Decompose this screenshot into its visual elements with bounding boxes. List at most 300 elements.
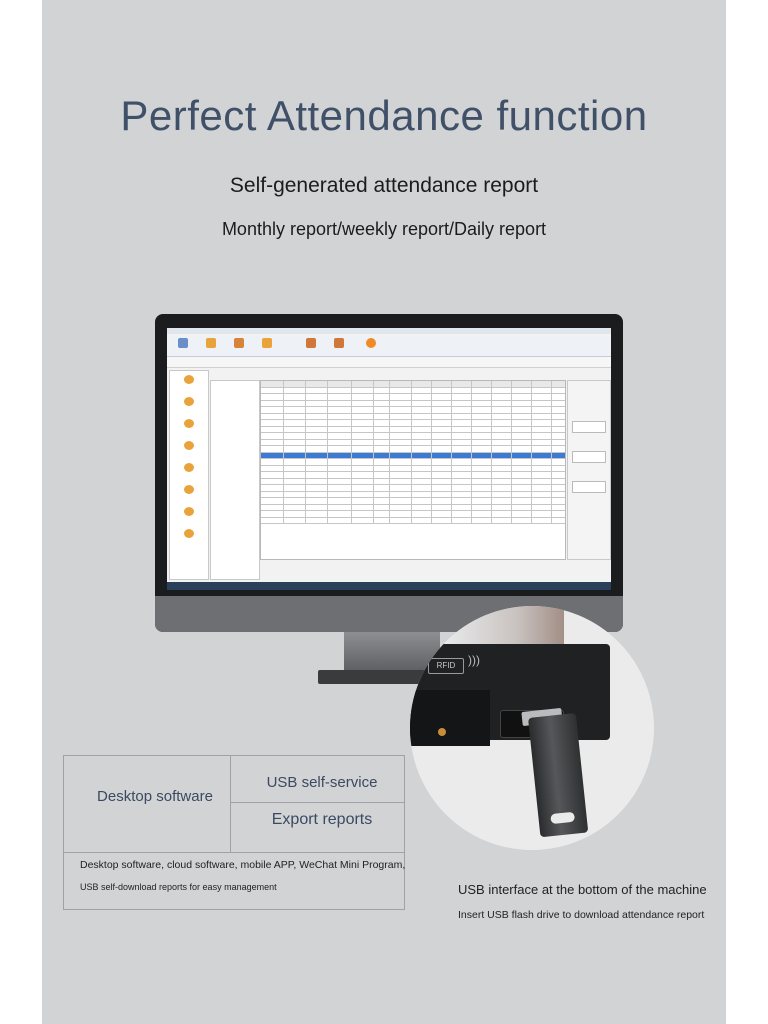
grid-cell [471,466,472,472]
grid-cell [351,394,352,400]
grid-cell [389,446,390,452]
sidebar-item [170,373,208,393]
grid-cell [511,518,512,524]
grid-cell [531,401,532,407]
grid-cell [511,388,512,394]
app-toolbar [167,336,611,357]
grid-cell [511,394,512,400]
grid-cell [305,433,306,439]
grid-cell [305,505,306,511]
grid-cell [411,492,412,498]
grid-cell [471,479,472,485]
grid-cell [511,459,512,465]
grid-cell [511,485,512,491]
grid-cell [491,518,492,524]
grid-cell [491,427,492,433]
attendance-data-grid [260,380,566,560]
grid-cell [411,394,412,400]
grid-cell [531,394,532,400]
grid-cell [551,492,552,498]
grid-cell [451,459,452,465]
grid-cell [327,459,328,465]
screw-icon [438,728,446,736]
grid-cell [373,440,374,446]
grid-cell [411,414,412,420]
table-divider [230,802,404,803]
grid-cell [351,485,352,491]
grid-cell [389,433,390,439]
grid-cell [451,492,452,498]
grid-cell [511,414,512,420]
grid-cell [373,492,374,498]
sidebar-item [170,527,208,547]
grid-cell [411,505,412,511]
grid-cell [327,407,328,413]
grid-cell [551,388,552,394]
grid-cell [389,505,390,511]
grid-cell [551,479,552,485]
grid-cell [491,472,492,478]
grid-cell [551,466,552,472]
grid-cell [431,466,432,472]
page-subtitle: Self-generated attendance report [229,174,539,197]
grid-cell [431,414,432,420]
grid-cell [373,420,374,426]
grid-cell [373,446,374,452]
grid-cell [471,414,472,420]
grid-cell [327,453,328,459]
grid-cell [531,414,532,420]
grid-cell [373,479,374,485]
grid-cell [389,511,390,517]
grid-cell [351,433,352,439]
grid-cell [305,394,306,400]
grid-cell [305,414,306,420]
grid-cell [551,459,552,465]
grid-cell [373,453,374,459]
grid-cell [327,518,328,524]
usb-download-text: USB self-download reports for easy management [80,882,277,892]
grid-cell [471,401,472,407]
grid-cell [389,492,390,498]
grid-cell [327,498,328,504]
grid-cell [305,518,306,524]
grid-cell [431,518,432,524]
grid-cell [373,459,374,465]
grid-cell [491,479,492,485]
grid-cell [511,433,512,439]
grid-cell [283,453,284,459]
grid-cell [327,511,328,517]
grid-cell [431,381,432,387]
attendance-software-screen [167,328,611,590]
table-divider [64,852,404,853]
grid-cell [431,427,432,433]
grid-cell [531,479,532,485]
grid-cell [491,414,492,420]
grid-cell [531,466,532,472]
grid-cell [491,492,492,498]
grid-cell [373,388,374,394]
grid-cell [471,472,472,478]
grid-cell [511,479,512,485]
grid-cell [351,498,352,504]
grid-cell [327,466,328,472]
grid-cell [491,466,492,472]
grid-cell [531,427,532,433]
os-taskbar [167,582,611,590]
attendance-device-side [410,690,490,746]
grid-cell [283,433,284,439]
grid-cell [531,381,532,387]
grid-cell [389,381,390,387]
grid-cell [531,485,532,491]
grid-cell [283,388,284,394]
grid-cell [305,479,306,485]
grid-cell [389,401,390,407]
toolbar-button [327,338,351,354]
app-titlebar [167,328,611,334]
grid-cell [531,407,532,413]
app-right-panel [567,380,611,560]
grid-cell [389,427,390,433]
grid-cell [431,433,432,439]
grid-cell [351,492,352,498]
grid-cell [431,440,432,446]
grid-cell [431,446,432,452]
grid-cell [305,498,306,504]
grid-cell [551,511,552,517]
grid-cell [471,407,472,413]
filter-bar [210,370,560,378]
grid-cell [283,511,284,517]
grid-cell [411,511,412,517]
rfid-waves-icon: ))) [468,653,480,667]
grid-cell [511,420,512,426]
grid-cell [431,407,432,413]
grid-cell [305,453,306,459]
grid-cell [531,505,532,511]
right-panel-field [572,481,606,493]
grid-cell [283,407,284,413]
grid-cell [551,420,552,426]
grid-cell [551,498,552,504]
grid-cell [411,407,412,413]
software-platforms-text: Desktop software, cloud software, mobile APP, WeChat Mini Program, [80,859,406,871]
grid-cell [471,394,472,400]
app-secondary-toolbar [167,357,611,368]
grid-cell [351,388,352,394]
toolbar-button [171,338,195,354]
toolbar-button [255,338,279,354]
grid-cell [491,388,492,394]
grid-cell [327,446,328,452]
sidebar-item [170,439,208,459]
grid-cell [305,466,306,472]
grid-cell [351,381,352,387]
grid-cell [551,518,552,524]
grid-cell [451,420,452,426]
grid-cell [283,440,284,446]
grid-cell [431,459,432,465]
grid-cell [411,453,412,459]
grid-cell [551,394,552,400]
grid-cell [471,505,472,511]
grid-cell [491,440,492,446]
grid-cell [327,414,328,420]
grid-cell [531,511,532,517]
grid-cell [511,498,512,504]
grid-cell [511,407,512,413]
grid-cell [389,479,390,485]
sidebar-item [170,505,208,525]
grid-cell [305,401,306,407]
grid-cell [305,427,306,433]
grid-cell [373,407,374,413]
grid-cell [389,466,390,472]
grid-cell [305,420,306,426]
usb-zoom-circle [410,606,654,850]
grid-cell [389,472,390,478]
usb-caption-title: USB interface at the bottom of the machine [458,882,707,897]
grid-cell [551,427,552,433]
grid-cell [531,472,532,478]
grid-cell [471,511,472,517]
toolbar-button [359,338,383,354]
grid-cell [551,485,552,491]
grid-cell [389,407,390,413]
grid-row [261,518,565,525]
grid-cell [451,453,452,459]
grid-cell [551,407,552,413]
grid-cell [451,388,452,394]
grid-cell [491,446,492,452]
grid-cell [451,381,452,387]
grid-cell [283,459,284,465]
page-title: Perfect Attendance function [120,92,648,139]
grid-cell [373,472,374,478]
grid-cell [431,453,432,459]
grid-cell [431,420,432,426]
grid-cell [389,518,390,524]
grid-cell [351,505,352,511]
grid-cell [351,407,352,413]
grid-cell [531,420,532,426]
grid-cell [451,427,452,433]
grid-cell [305,472,306,478]
grid-cell [305,492,306,498]
grid-cell [451,433,452,439]
grid-cell [283,420,284,426]
grid-cell [283,427,284,433]
grid-cell [351,414,352,420]
grid-cell [389,414,390,420]
grid-cell [551,446,552,452]
grid-cell [471,420,472,426]
grid-cell [551,433,552,439]
sidebar-item [170,483,208,503]
grid-cell [451,440,452,446]
grid-cell [431,479,432,485]
grid-cell [431,498,432,504]
grid-cell [491,505,492,511]
grid-cell [351,427,352,433]
rfid-label: RFID [428,658,464,674]
grid-cell [531,446,532,452]
grid-cell [471,518,472,524]
grid-cell [531,492,532,498]
grid-cell [511,453,512,459]
grid-cell [511,401,512,407]
grid-cell [389,440,390,446]
grid-cell [305,511,306,517]
grid-cell [283,394,284,400]
grid-cell [283,492,284,498]
grid-cell [411,485,412,491]
grid-cell [471,440,472,446]
grid-cell [305,446,306,452]
grid-cell [471,453,472,459]
grid-cell [327,472,328,478]
grid-cell [471,427,472,433]
grid-cell [471,498,472,504]
grid-cell [351,446,352,452]
grid-cell [471,446,472,452]
grid-cell [471,485,472,491]
grid-cell [411,518,412,524]
grid-cell [283,401,284,407]
grid-cell [283,479,284,485]
grid-cell [305,459,306,465]
grid-cell [283,472,284,478]
grid-cell [389,388,390,394]
usb-lanyard-hole [550,812,575,824]
grid-cell [351,511,352,517]
grid-cell [491,433,492,439]
grid-cell [451,394,452,400]
grid-cell [531,453,532,459]
sidebar-item [170,395,208,415]
right-panel-field [572,421,606,433]
grid-cell [511,427,512,433]
grid-cell [551,381,552,387]
report-types-line: Monthly report/weekly report/Daily report [221,219,547,239]
grid-cell [305,440,306,446]
grid-cell [327,440,328,446]
grid-cell [327,381,328,387]
grid-cell [551,414,552,420]
grid-cell [411,381,412,387]
grid-cell [431,485,432,491]
grid-cell [451,407,452,413]
grid-cell [411,472,412,478]
grid-cell [411,466,412,472]
grid-cell [373,518,374,524]
sidebar-item [170,417,208,437]
grid-cell [451,472,452,478]
department-tree [210,380,260,580]
grid-cell [327,485,328,491]
grid-cell [305,388,306,394]
grid-cell [351,472,352,478]
grid-cell [283,414,284,420]
grid-cell [389,459,390,465]
grid-cell [511,492,512,498]
grid-cell [351,440,352,446]
grid-cell [351,453,352,459]
grid-cell [431,472,432,478]
grid-cell [431,492,432,498]
grid-cell [411,433,412,439]
grid-cell [531,433,532,439]
grid-cell [351,420,352,426]
grid-cell [531,459,532,465]
grid-cell [351,401,352,407]
grid-cell [327,420,328,426]
grid-cell [389,485,390,491]
grid-cell [327,427,328,433]
grid-cell [451,401,452,407]
grid-cell [471,433,472,439]
grid-cell [491,381,492,387]
grid-cell [373,505,374,511]
grid-cell [491,511,492,517]
grid-cell [351,479,352,485]
grid-cell [451,485,452,491]
grid-cell [411,479,412,485]
grid-cell [491,401,492,407]
grid-cell [411,498,412,504]
toolbar-button [299,338,323,354]
grid-cell [431,401,432,407]
grid-cell [373,401,374,407]
toolbar-button [227,338,251,354]
grid-cell [451,479,452,485]
grid-cell [431,394,432,400]
grid-cell [283,505,284,511]
grid-cell [389,394,390,400]
grid-cell [551,472,552,478]
grid-cell [283,446,284,452]
grid-cell [389,420,390,426]
grid-cell [491,453,492,459]
grid-cell [451,518,452,524]
grid-cell [373,427,374,433]
grid-cell [389,453,390,459]
grid-cell [431,388,432,394]
grid-cell [373,485,374,491]
grid-cell [389,498,390,504]
grid-cell [411,401,412,407]
grid-cell [283,381,284,387]
right-panel-field [572,451,606,463]
grid-cell [411,440,412,446]
usb-caption-text: Insert USB flash drive to download attendance report [458,909,705,921]
grid-cell [451,466,452,472]
grid-cell [283,466,284,472]
desktop-software-label: Desktop software [97,788,213,805]
grid-cell [531,440,532,446]
grid-cell [373,414,374,420]
grid-cell [327,394,328,400]
grid-cell [373,498,374,504]
grid-cell [327,401,328,407]
grid-cell [471,492,472,498]
grid-cell [373,433,374,439]
grid-cell [491,498,492,504]
grid-cell [431,505,432,511]
grid-cell [511,381,512,387]
